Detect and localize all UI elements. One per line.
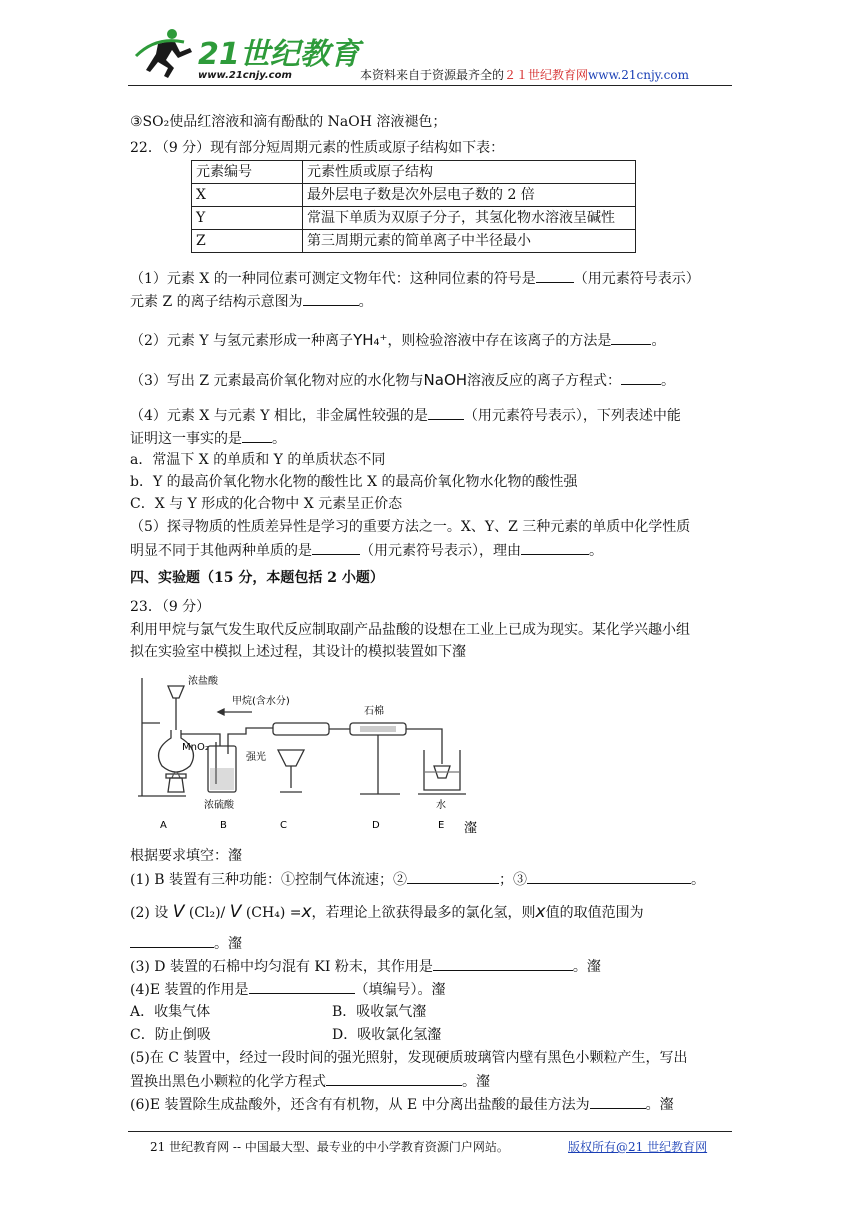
- q22-4-option-b: b．Y 的最高价氧化物水化物的酸性比 X 的最高价氧化物水化物的酸性强: [130, 474, 578, 490]
- dropping-funnel: [168, 686, 184, 698]
- lamp-c: [278, 750, 304, 766]
- label-tail: 瀣: [464, 821, 478, 836]
- logo-url: www.21cnjy.com: [198, 70, 292, 81]
- q22-5a: （5）探寻物质的性质差异性是学习的重要方法之一。X、Y、Z 三种元素的单质中化学性质: [130, 519, 691, 535]
- table-header-row: [192, 161, 636, 184]
- q23-2: (2) 设 V (Cl₂)/ V (CH₄) =x，若理论上欲获得最多的氯化氢，则x值的取值范围为: [130, 902, 644, 922]
- element-table: [191, 160, 636, 253]
- label-water: 水: [436, 800, 446, 811]
- q23-4-opt-b: B．吸收氯气瀣: [332, 1004, 427, 1020]
- header-source: 本资料来自于资源最齐全的２１世纪教育网www.21cnjy.com: [360, 68, 689, 82]
- q22-4-option-a: a．常温下 X 的单质和 Y 的单质状态不同: [130, 452, 386, 468]
- q22-title: 22．（9 分）现有部分短周期元素的性质或原子结构如下表：: [130, 140, 505, 156]
- q23-4-opt-d: D．吸收氯化氢瀣: [332, 1027, 442, 1043]
- q22-1c: 元素 Z 的离子结构示意图为 。: [130, 294, 373, 310]
- q23-6: (6)E 装置除生成盐酸外，还含有有机物，从 E 中分离出盐酸的最佳方法为 。瀣: [130, 1097, 674, 1113]
- q23-4: (4)E 装置的作用是 （填编号）。瀣: [130, 982, 446, 998]
- q23-5b: 置换出黑色小颗粒的化学方程式 。瀣: [130, 1074, 490, 1090]
- footer-left: 21 世纪教育网 -- 中国最大型、最专业的中小学教育资源门户网站。: [150, 1140, 509, 1154]
- q23-5a: (5)在 C 装置中，经过一段时间的强光照射，发现硬质玻璃管内壁有黑色小颗粒产生，写出: [130, 1050, 688, 1066]
- tube-c: [273, 723, 329, 735]
- logo-text: 21世纪教育: [198, 37, 360, 72]
- line-so2: ③SO₂使品红溶液和滴有酚酞的 NaOH 溶液褪色；: [130, 114, 447, 130]
- footer-divider: [128, 1131, 732, 1132]
- section-4-heading: 四、实验题（15 分，本题包括 2 小题）: [130, 570, 384, 586]
- q22-2: （2）元素 Y 与氢元素形成一种离子YH₄⁺，则检验溶液中存在该离子的方法是 。: [130, 331, 666, 349]
- fill-instruction: 根据要求填空：瀣: [130, 848, 242, 864]
- table-cell: 元素性质或原子结构: [303, 161, 636, 184]
- q23-3: (3) D 装置的石棉中均匀混有 KI 粉末，其作用是 。瀣: [130, 959, 601, 975]
- table-cell: 元素编号: [192, 161, 303, 184]
- table-cell: Y: [192, 207, 303, 230]
- site-logo: [128, 26, 360, 88]
- label-conc-h2so4: 浓硫酸: [204, 800, 234, 811]
- table-cell: Z: [192, 230, 303, 253]
- q22-4-option-c: C．X 与 Y 形成的化合物中 X 元素呈正价态: [130, 496, 403, 512]
- label-d: D: [372, 820, 380, 831]
- label-c: C: [280, 820, 287, 831]
- q23-intro-2: 拟在实验室中模拟上述过程，其设计的模拟装置如下瀣: [130, 644, 466, 660]
- q23-title: 23．（9 分）: [130, 599, 211, 615]
- q22-1: （1）元素 X 的一种同位素可测定文物年代：这种同位素的符号是 （用元素符号表示）: [130, 271, 700, 287]
- q23-2-blank: 。瀣: [130, 934, 242, 953]
- q23-4-opt-a: A．收集气体: [130, 1004, 211, 1020]
- q23-1: (1) B 装置有三种功能：①控制气体流速；② ；③ 。: [130, 872, 706, 888]
- table-cell: 第三周期元素的简单离子中半径最小: [303, 230, 636, 253]
- table-cell: 最外层电子数是次外层电子数的 2 倍: [303, 184, 636, 207]
- q22-4c: 证明这一事实的是 。: [130, 431, 286, 447]
- burner-a: [168, 778, 184, 792]
- runner-icon: [136, 29, 192, 78]
- source-name: ２１世纪教育网: [504, 68, 589, 82]
- q22-4: （4）元素 X 与元素 Y 相比，非金属性较强的是 （用元素符号表示），下列表述中能: [130, 408, 681, 424]
- q23-intro-1: 利用甲烷与氯气发生取代反应制取副产品盐酸的设想在工业上已成为现实。某化学兴趣小组: [130, 622, 690, 638]
- table-row: [192, 184, 636, 207]
- q22-5b: 明显不同于其他两种单质的是 （用元素符号表示），理由 。: [130, 543, 603, 559]
- label-a: A: [160, 820, 167, 831]
- label-e: E: [438, 820, 445, 831]
- label-conc-hcl: 浓盐酸: [188, 676, 218, 687]
- table-row: [192, 207, 636, 230]
- table-row: [192, 230, 636, 253]
- label-methane: 甲烷(含水分): [232, 696, 290, 707]
- q22-3: （3）写出 Z 元素最高价氧化物对应的水化物与NaOH溶液反应的离子方程式： 。: [130, 371, 676, 389]
- footer-copyright-link[interactable]: 版权所有@21 世纪教育网: [568, 1140, 708, 1154]
- table-cell: 常温下单质为双原子分子，其氢化物水溶液呈碱性: [303, 207, 636, 230]
- label-asbestos: 石棉: [364, 706, 384, 717]
- source-url[interactable]: www.21cnjy.com: [588, 68, 689, 82]
- label-b: B: [220, 820, 227, 831]
- label-mno2: MnO₂: [182, 742, 209, 753]
- apparatus-diagram: [128, 668, 480, 840]
- header-divider: [128, 85, 732, 86]
- table-cell: X: [192, 184, 303, 207]
- label-light: 强光: [246, 752, 266, 763]
- q23-4-opt-c: C．防止倒吸: [130, 1027, 211, 1043]
